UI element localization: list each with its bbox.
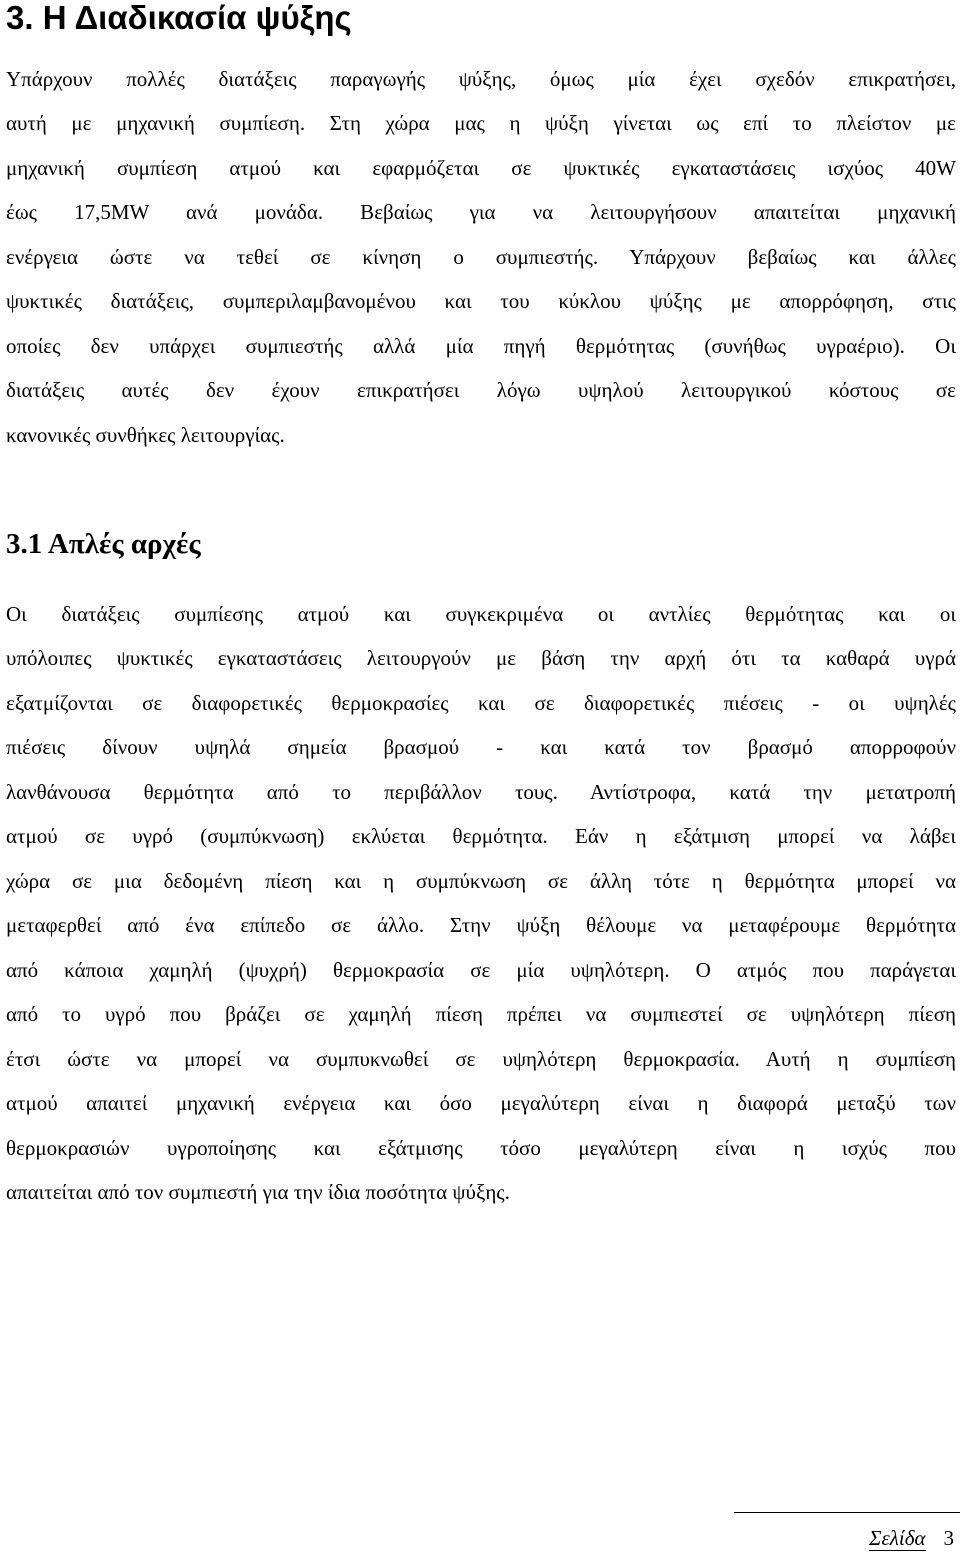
page-label: Σελίδα (869, 1526, 926, 1550)
page-footer (869, 1525, 954, 1551)
paragraph-line: έως 17,5MW ανά μονάδα. Βεβαίως για να λειτουργήσουν απαιτείται μηχανική (6, 200, 956, 224)
paragraph-line: αυτή με μηχανική συμπίεση. Στη χώρα μας η ψύξη γίνεται ως επί το πλείστον με (6, 111, 956, 135)
paragraph-line: λανθάνουσα θερμότητα από το περιβάλλον τους. Αντίστροφα, κατά την μετατροπή (6, 780, 956, 804)
paragraph-line: ατμού σε υγρό (συμπύκνωση) εκλύεται θερμότητα. Εάν η εξάτμιση μπορεί να λάβει (6, 824, 956, 848)
paragraph-line: οποίες δεν υπάρχει συμπιεστής αλλά μία πηγή θερμότητας (συνήθως υγραέριο). Οι (6, 334, 956, 358)
subsection-title: 3.1 Απλές αρχές (6, 528, 201, 560)
paragraph-line: υπόλοιπες ψυκτικές εγκαταστάσεις λειτουργούν με βάση την αρχή ότι τα καθαρά υγρά (6, 646, 956, 670)
paragraph-line: διατάξεις αυτές δεν έχουν επικρατήσει λόγω υψηλού λειτουργικού κόστους σε (6, 378, 956, 402)
paragraph-line: Υπάρχουν πολλές διατάξεις παραγωγής ψύξης, όμως μία έχει σχεδόν επικρατήσει, (6, 67, 956, 91)
paragraph-line: από κάποια χαμηλή (ψυχρή) θερμοκρασία σε μία υψηλότερη. Ο ατμός που παράγεται (6, 958, 956, 982)
paragraph-line: εξατμίζονται σε διαφορετικές θερμοκρασίες και σε διαφορετικές πιέσεις - οι υψηλές (6, 691, 956, 715)
paragraph-line: απαιτείται από τον συμπιεστή για την ίδια ποσότητα ψύξης. (6, 1180, 510, 1204)
paragraph-line: μηχανική συμπίεση ατμού και εφαρμόζεται σε ψυκτικές εγκαταστάσεις ισχύος 40W (6, 156, 956, 180)
paragraph-line: από το υγρό που βράζει σε χαμηλή πίεση πρέπει να συμπιεστεί σε υψηλότερη πίεση (6, 1002, 956, 1026)
paragraph-line: πιέσεις δίνουν υψηλά σημεία βρασμού - και κατά τον βρασμό απορροφούν (6, 735, 956, 759)
paragraph-line: ατμού απαιτεί μηχανική ενέργεια και όσο μεγαλύτερη είναι η διαφορά μεταξύ των (6, 1091, 956, 1115)
paragraph-line: έτσι ώστε να μπορεί να συμπυκνωθεί σε υψηλότερη θερμοκρασία. Αυτή η συμπίεση (6, 1047, 956, 1071)
paragraph-line: Οι διατάξεις συμπίεσης ατμού και συγκεκριμένα οι αντλίες θερμότητας και οι (6, 602, 956, 626)
page-number: 3 (943, 1526, 954, 1550)
paragraph-line: χώρα σε μια δεδομένη πίεση και η συμπύκνωση σε άλλη τότε η θερμότητα μπορεί να (6, 869, 956, 893)
footer-divider (734, 1512, 960, 1513)
paragraph-line: ψυκτικές διατάξεις, συμπεριλαμβανομένου και του κύκλου ψύξης με απορρόφηση, στις (6, 289, 956, 313)
section-title: 3. Η Διαδικασία ψύξης (6, 0, 352, 36)
paragraph-line: ενέργεια ώστε να τεθεί σε κίνηση ο συμπιεστής. Υπάρχουν βεβαίως και άλλες (6, 245, 956, 269)
paragraph-line: θερμοκρασιών υγροποίησης και εξάτμισης τόσο μεγαλύτερη είναι η ισχύς που (6, 1136, 956, 1160)
paragraph-line: κανονικές συνθήκες λειτουργίας. (6, 423, 285, 447)
paragraph-line: μεταφερθεί από ένα επίπεδο σε άλλο. Στην ψύξη θέλουμε να μεταφέρουμε θερμότητα (6, 913, 956, 937)
